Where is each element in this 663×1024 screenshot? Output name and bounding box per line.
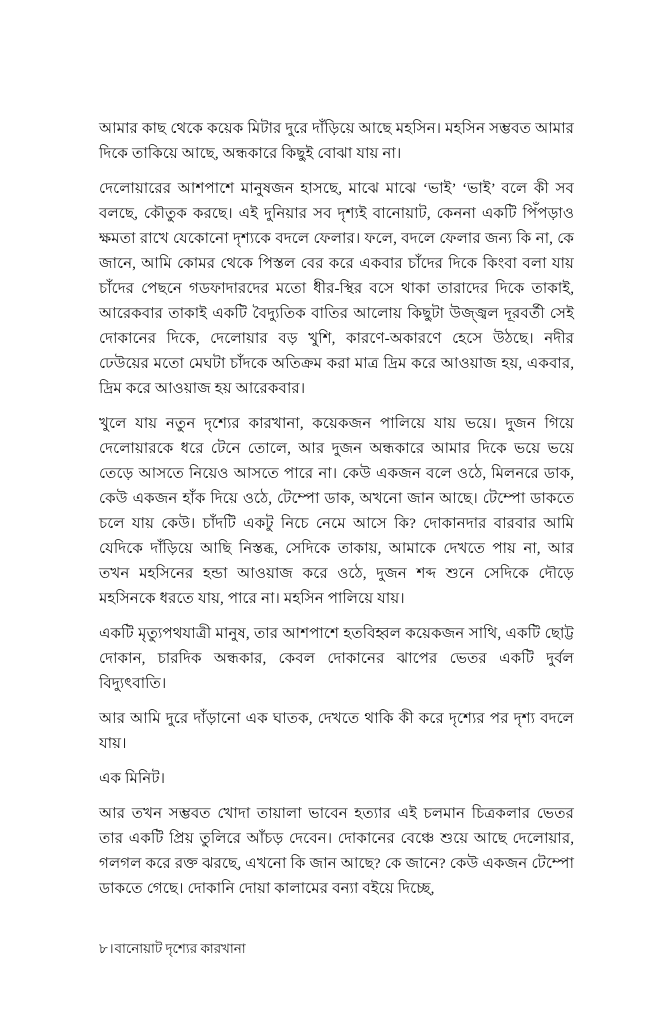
footer-title: বানোয়াট দৃশ্যের কারখানা	[114, 941, 246, 956]
paragraph: এক মিনিট।	[99, 770, 166, 787]
paragraph: দেলোয়ারের আশপাশে মানুষজন হাসছে, মাঝে মাঝে ‘ভাই’ ‘ভাই’ বলে কী সব বলছে, কৌতুক করছে। এই দুনিয়ার সব দৃশ্যই বানোয়াট, কেননা একটি পিঁপড়াও ক্ষমতা রাখে যেকোনো দৃশ্যকে বদলে ফেলার। ফলে, বদলে ফেলার জন্য কি না, কে জানে, আমি কোমর থেকে পিস্তল বের করে একবার চাঁদের দিকে কিংবা বলা যায় চাঁদের পেছনে গডফাদারদের মতো ধীর-স্থির বসে থাকা তারাদের দিকে তাকাই, আরেকবার তাকাই একটি বৈদ্যুতিক বাতির আলোয় কিছুটা উজ্জ্বল দূরবর্তী সেই দোকানের দিকে, দেলোয়ার বড় খুশি, কারণে-অকারণে হেসে উঠছে। নদীর ঢেউয়ের মতো মেঘটা চাঁদকে অতিক্রম করা মাত্র দ্রিম করে আওয়াজ হয়, একবার, দ্রিম করে আওয়াজ হয় আরেকবার।	[99, 180, 574, 397]
page-footer	[99, 939, 574, 959]
body-text-column	[99, 116, 574, 901]
paragraph: আর তখন সম্ভবত খোদা তায়ালা ভাবেন হত্যার এই চলমান চিত্রকলার ভেতর তার একটি প্রিয় তুলিরে আঁচড় দেবেন। দোকানের বেঞ্চে শুয়ে আছে দেলোয়ার, গলগল করে রক্ত ঝরছে, এখনো কি জান আছে? কে জানে? কেউ একজন টেম্পো ডাকতে গেছে। দোকানি দোয়া কালামের বন্যা বইয়ে দিচ্ছে,	[99, 805, 574, 897]
paragraph: আমার কাছ থেকে কয়েক মিটার দুরে দাঁড়িয়ে আছে মহসিন। মহসিন সম্ভবত আমার দিকে তাকিয়ে আছে, অন্ধকারে কিছুই বোঝা যায় না।	[99, 120, 574, 162]
footer-page-number: ৮	[99, 941, 108, 956]
paragraph: খুলে যায় নতুন দৃশ্যের কারখানা, কয়েকজন পালিয়ে যায় ভয়ে। দুজন গিয়ে দেলোয়ারকে ধরে টেনে তোলে, আর দুজন অন্ধকারে আমার দিকে ভয়ে ভয়ে তেড়ে আসতে নিয়েও আসতে পারে না। কেউ একজন বলে ওঠে, মিলনরে ডাক, কেউ একজন হাঁক দিয়ে ওঠে, টেম্পো ডাক, অখনো জান আছে। টেম্পো ডাকতে চলে যায় কেউ। চাঁদটি একটু নিচে নেমে আসে কি? দোকানদার বারবার আমি যেদিকে দাঁড়িয়ে আছি নিস্তব্ধ, সেদিকে তাকায়, আমাকে দেখতে পায় না, আর তখন মহসিনের হন্ডা আওয়াজ করে ওঠে, দুজন শব্দ শুনে সেদিকে দৌড়ে মহসিনকে ধরতে যায়, পারে না। মহসিন পালিয়ে যায়।	[99, 415, 574, 607]
paragraph: আর আমি দুরে দাঁড়ানো এক ঘাতক, দেখতে থাকি কী করে দৃশ্যের পর দৃশ্য বদলে যায়।	[99, 710, 574, 752]
footer-separator: ।	[108, 941, 114, 956]
paragraph: একটি মৃত্যুপথযাত্রী মানুষ, তার আশপাশে হতবিহ্বল কয়েকজন সাথি, একটি ছোট্ট দোকান, চারদিক অন্ধকার, কেবল দোকানের ঝাপের ভেতর একটি দুর্বল বিদ্যুৎবাতি।	[99, 625, 574, 692]
